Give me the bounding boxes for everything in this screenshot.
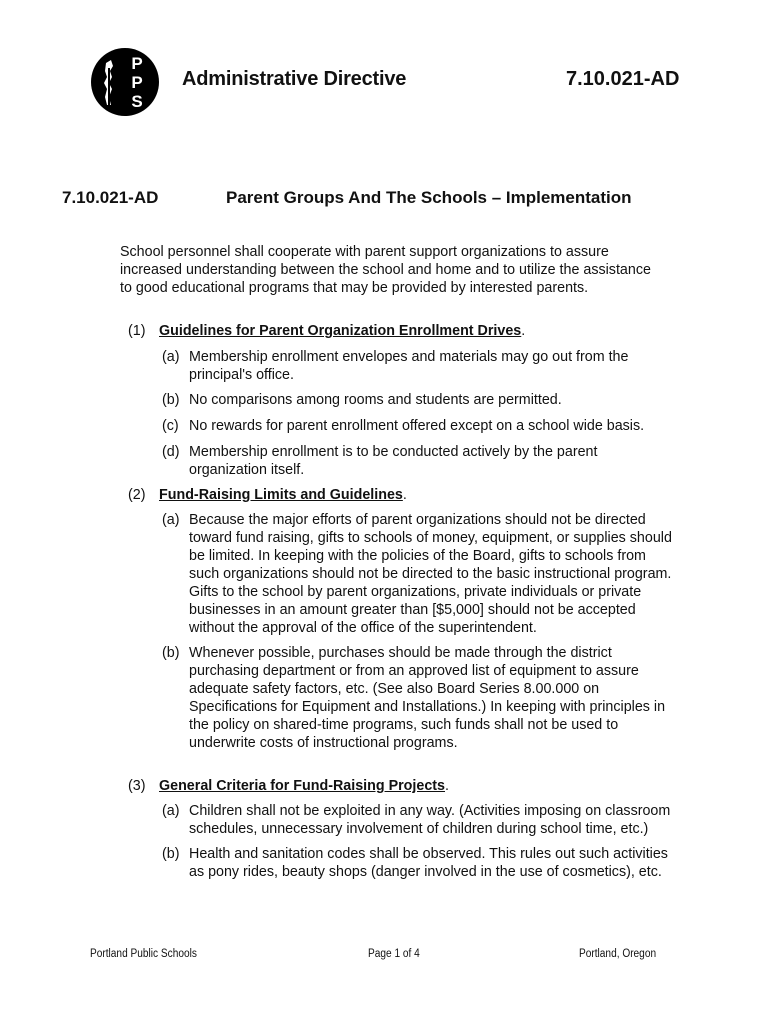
section-heading: General Criteria for Fund-Raising Projects [159, 778, 446, 794]
section-code: 7.10.021-AD [62, 188, 159, 207]
section-2 [128, 486, 688, 752]
list-item: (a) Membership enrollment envelopes and materials may go out from the principal's office. [162, 349, 629, 383]
section-heading: Fund-Raising Limits and Guidelines [159, 487, 403, 503]
footer-right: Portland, Oregon [579, 948, 657, 960]
logo-letter-p1: P [131, 54, 143, 73]
list-item: (b) Health and sanitation codes shall be observed. This rules out such activities as pony rides, beauty shops (danger involved in the use of cosmetics), etc. [162, 846, 668, 880]
logo-letter-s: S [131, 92, 143, 111]
section-number: (2) [128, 487, 146, 503]
intro-paragraph: School personnel shall cooperate with parent support organizations to assure increased understanding between the school and home and to utilize the assistance to good educational programs that may be provided by interested parents. [120, 244, 651, 296]
section-3 [128, 777, 688, 881]
directive-code: 7.10.021-AD [566, 68, 680, 90]
list-item: (d) Membership enrollment is to be conducted actively by the parent organization itself. [162, 444, 598, 478]
list-item: (a) Children shall not be exploited in any way. (Activities imposing on classroom schedules, unnecessary involvement of children during school time, etc.) [162, 803, 671, 837]
logo-letter-p2: P [131, 73, 143, 92]
heading-period: . [445, 778, 449, 794]
list-item: (b) No comparisons among rooms and students are permitted. [162, 392, 562, 408]
list-item: (b) Whenever possible, purchases should be made through the district purchasing department or from an approved list of equipment to assure adequate safety factors, etc. (See also Board Series 8.00.000 on Specifications for Equipment and Installations.) In keeping with principles in the policy on shared-time programs, such funds shall not be used to underwrite costs of instructional programs. [162, 645, 666, 751]
list-item: (c) No rewards for parent enrollment offered except on a school wide basis. [162, 418, 645, 434]
pps-logo [90, 47, 160, 117]
footer-page-number: Page 1 of 4 [368, 948, 420, 960]
footer-left: Portland Public Schools [90, 948, 197, 960]
section-number: (1) [128, 323, 146, 339]
section-1 [128, 322, 688, 479]
list-item: (a) Because the major efforts of parent organizations should not be directed toward fund raising, gifts to schools of money, equipment, or supplies should be limited. In keeping with the policies of the Board, gifts to schools from such organizations should not be directed to the basic instructional program. Gifts to the school by parent organizations, private individuals or private businesses in an amount greater than [$5,000] should not be accepted without the approval of the office of the superintendent. [162, 512, 672, 636]
section-title: Parent Groups And The Schools – Implementation [226, 188, 632, 207]
section-number: (3) [128, 778, 146, 794]
heading-period: . [521, 323, 526, 339]
directive-title: Administrative Directive [182, 68, 407, 90]
section-heading: Guidelines for Parent Organization Enrollment Drives [159, 323, 522, 339]
heading-period: . [402, 487, 407, 503]
